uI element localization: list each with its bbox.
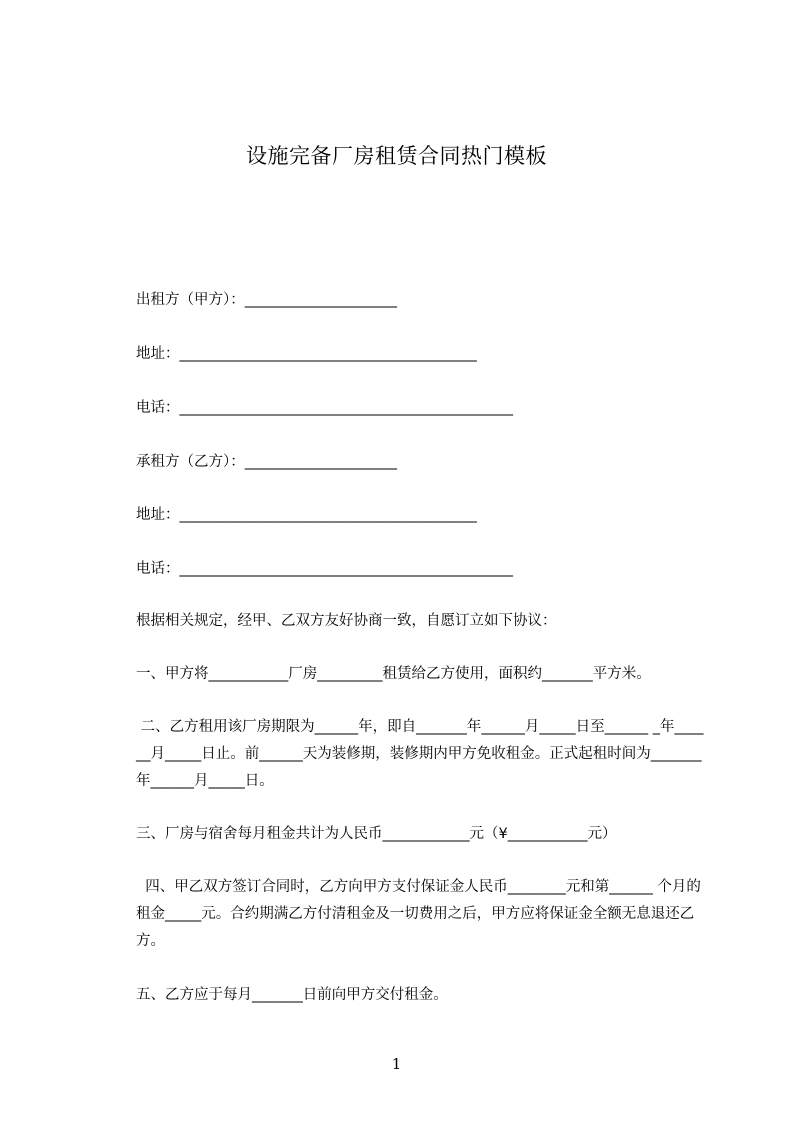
clause-1: 一、甲方将___________厂房_________租赁给乙方使用，面积约_______平方米。 [136, 666, 651, 682]
lessor-phone-field: 电话：______________________________________________ [136, 400, 513, 416]
lessor-name-field: 出租方（甲方）：_____________________ [136, 292, 397, 308]
lessee-name-field: 承租方（乙方）：_____________________ [136, 454, 397, 470]
lessor-address-field: 地址：_________________________________________ [136, 346, 477, 362]
intro-paragraph: 根据相关规定，经甲、乙双方友好协商一致，自愿订立如下协议： [136, 613, 557, 629]
clause-3: 三、厂房与宿舍每月租金共计为人民币____________元（¥___________元） [136, 826, 617, 842]
lessee-address-field: 地址：_________________________________________ [136, 507, 477, 523]
clause-2: 二、乙方租用该厂房期限为______年，即自_______年______月_____日至______ _年______月_____日止。前______天为装修期，装修期内甲方免收租金。正式起租时间为_______年______月_____日。 [136, 719, 704, 789]
clause-4: 四、甲乙双方签订合同时，乙方向甲方支付保证金人民币________元和第______ 个月的租金_____元。合约期满乙方付清租金及一切费用之后，甲方应将保证金全额无息退还乙方。 [136, 879, 701, 949]
page-number: 1 [391, 1055, 402, 1073]
clause-5: 五、乙方应于每月_______日前向甲方交付租金。 [136, 987, 448, 1003]
document-title: 设施完备厂房租赁合同热门模板 [246, 144, 547, 168]
lessee-phone-field: 电话：______________________________________________ [136, 561, 513, 577]
